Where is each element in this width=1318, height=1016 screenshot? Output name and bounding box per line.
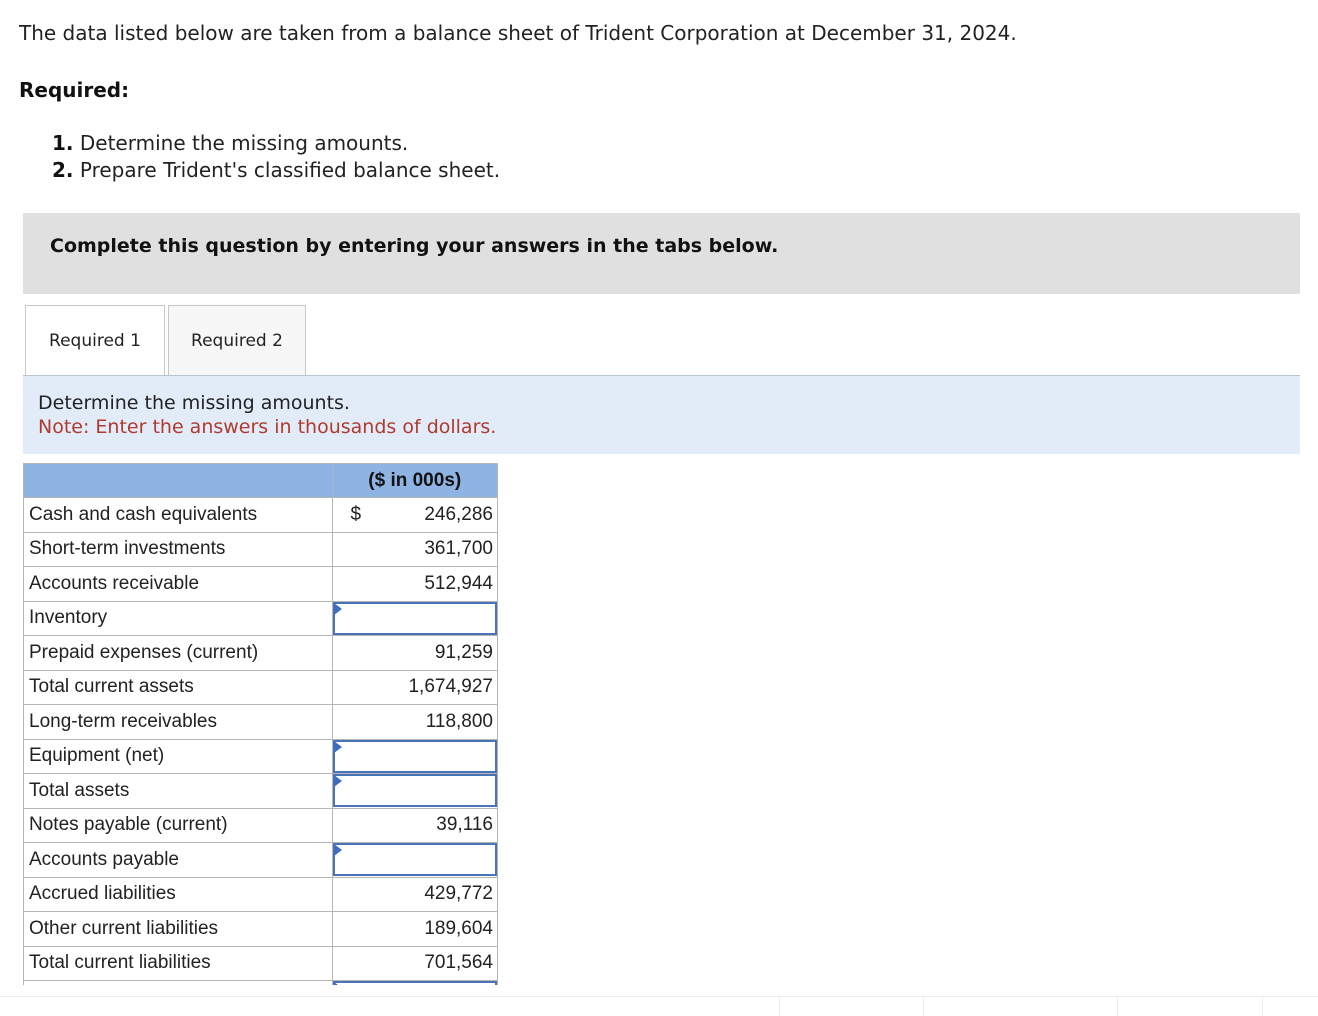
amount-input-cell	[332, 601, 498, 636]
table-row	[24, 636, 498, 671]
amount-cell	[332, 705, 498, 740]
table-row	[24, 774, 498, 809]
amount-value: 189,604	[424, 917, 493, 939]
row-label: Short-term investments	[24, 532, 333, 567]
panel-note: Note: Enter the answers in thousands of dollars.	[38, 416, 497, 438]
amount-value: 1,674,927	[408, 676, 493, 698]
amount-value: 429,772	[424, 883, 493, 905]
amount-input-cell	[332, 739, 498, 774]
row-label: Prepaid expenses (current)	[24, 636, 333, 671]
row-label: Other current liabilities	[24, 912, 333, 947]
amount-cell	[332, 912, 498, 947]
amount-value: 91,259	[434, 641, 493, 663]
requirement-text: Prepare Trident's classified balance sheet.	[79, 158, 501, 182]
input-marker-icon	[334, 844, 342, 856]
question-panel	[23, 375, 1300, 454]
amount-value: 39,116	[436, 814, 493, 836]
input-marker-icon	[334, 603, 342, 615]
amount-cell	[332, 808, 498, 843]
table-row	[24, 567, 498, 602]
amount-value: 361,700	[424, 538, 493, 560]
table-row	[24, 808, 498, 843]
input-marker-icon	[334, 775, 342, 787]
row-label: Notes payable (current)	[24, 808, 333, 843]
amount-input[interactable]	[333, 740, 498, 773]
footer-divider-tick	[1117, 997, 1118, 1016]
amount-input[interactable]	[333, 774, 498, 807]
amount-value: 512,944	[424, 572, 493, 594]
amount-column-header: ($ in 000s)	[332, 464, 498, 498]
amount-input[interactable]	[333, 843, 498, 876]
table-row	[24, 498, 498, 533]
table-row	[24, 601, 498, 636]
amount-value: 701,564	[424, 952, 493, 974]
amount-input-cell	[332, 843, 498, 878]
table-row	[24, 739, 498, 774]
footer-divider-tick	[923, 997, 924, 1016]
label-column-header	[24, 464, 333, 498]
table-row	[24, 532, 498, 567]
amount-value: 118,800	[425, 710, 493, 732]
row-label: Equipment (net)	[24, 739, 333, 774]
amount-cell	[332, 877, 498, 912]
panel-title: Determine the missing amounts.	[38, 392, 350, 414]
table-row	[24, 705, 498, 740]
amount-value: 246,286	[424, 503, 493, 525]
amount-input[interactable]	[333, 602, 498, 635]
row-label: Cash and cash equivalents	[24, 498, 333, 533]
table-row	[24, 843, 498, 878]
amount-cell	[332, 670, 498, 705]
amount-input-cell	[332, 774, 498, 809]
table-body	[24, 498, 498, 1016]
row-label: Accrued liabilities	[24, 877, 333, 912]
footer-divider-tick	[779, 997, 780, 1016]
instruction-bar	[23, 213, 1300, 294]
requirement-item-1	[52, 130, 500, 157]
instruction-text: Complete this question by entering your answers in the tabs below.	[50, 235, 779, 257]
table-row	[24, 946, 498, 981]
requirement-number: 2.	[52, 158, 74, 182]
table-row	[24, 670, 498, 705]
currency-symbol: $	[350, 503, 362, 525]
requirement-item-2	[52, 157, 500, 184]
amount-cell	[332, 498, 498, 533]
balance-sheet-table	[23, 463, 498, 1016]
footer-divider	[0, 996, 1318, 997]
row-label: Inventory	[24, 601, 333, 636]
amount-cell	[332, 567, 498, 602]
required-heading: Required:	[19, 78, 130, 102]
requirements-list	[52, 130, 500, 184]
input-marker-icon	[334, 741, 342, 753]
row-label: Accounts receivable	[24, 567, 333, 602]
table-row	[24, 912, 498, 947]
row-label: Long-term receivables	[24, 705, 333, 740]
row-label: Accounts payable	[24, 843, 333, 878]
row-label: Total current assets	[24, 670, 333, 705]
requirement-number: 1.	[52, 131, 74, 155]
footer-divider-tick	[1262, 997, 1263, 1016]
page-bottom	[0, 985, 1318, 1016]
row-label: Total assets	[24, 774, 333, 809]
table-header-row	[24, 464, 498, 498]
table-row	[24, 877, 498, 912]
amount-cell	[332, 636, 498, 671]
amount-cell	[332, 532, 498, 567]
row-label: Total current liabilities	[24, 946, 333, 981]
intro-text: The data listed below are taken from a balance sheet of Trident Corporation at December 31, 2024.	[19, 21, 1017, 45]
requirement-text: Determine the missing amounts.	[79, 131, 409, 155]
amount-cell	[332, 946, 498, 981]
tab-required-2[interactable]: Required 2	[168, 305, 306, 376]
tab-required-1[interactable]: Required 1	[25, 305, 165, 376]
